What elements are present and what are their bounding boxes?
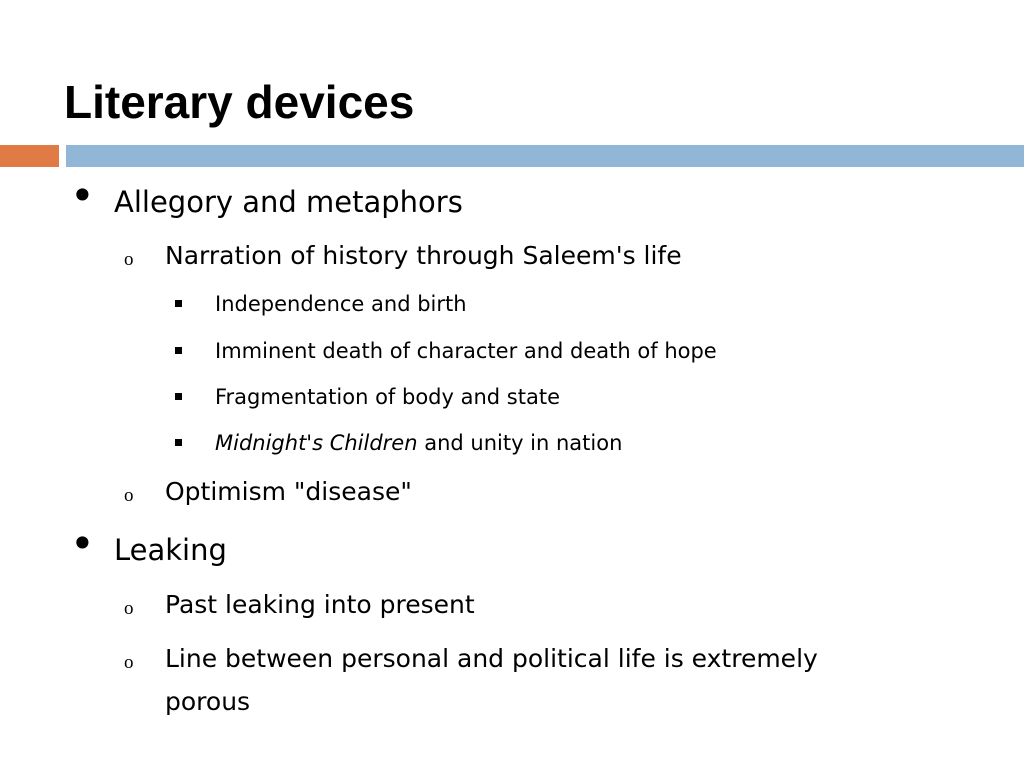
title-accent-bar: [0, 145, 59, 167]
bullet-marker: •: [70, 171, 95, 220]
square-bullet-icon: [175, 300, 182, 307]
bullet-marker: o: [124, 598, 134, 619]
square-bullet-icon: [175, 439, 182, 446]
bullet-text: Independence and birth: [215, 292, 467, 316]
bullet-text-rest: and unity in nation: [417, 431, 623, 455]
bullet-text: Fragmentation of body and state: [215, 385, 560, 409]
bullet-text: Past leaking into present: [165, 590, 475, 619]
bullet-text: Optimism "disease": [165, 477, 412, 506]
bullet-text: porous: [165, 687, 251, 716]
bullet-marker: o: [124, 485, 134, 506]
bullet-text: Narration of history through Saleem's life: [165, 241, 682, 270]
book-title: Midnight's Children: [215, 431, 418, 455]
square-bullet-icon: [175, 393, 182, 400]
bullet-marker: •: [70, 519, 95, 568]
square-bullet-icon: [175, 347, 182, 354]
bullet-text: Line between personal and political life is extremely: [165, 644, 818, 673]
bullet-marker: o: [124, 249, 134, 270]
bullet-text: Allegory and metaphors: [114, 185, 463, 219]
bullet-text: [215, 427, 622, 459]
bullet-text: Leaking: [114, 533, 227, 567]
slide-title: Literary devices: [64, 76, 415, 128]
bullet-marker: o: [124, 652, 134, 673]
title-divider-bar: [66, 145, 1024, 167]
bullet-text: Imminent death of character and death of hope: [215, 339, 717, 363]
